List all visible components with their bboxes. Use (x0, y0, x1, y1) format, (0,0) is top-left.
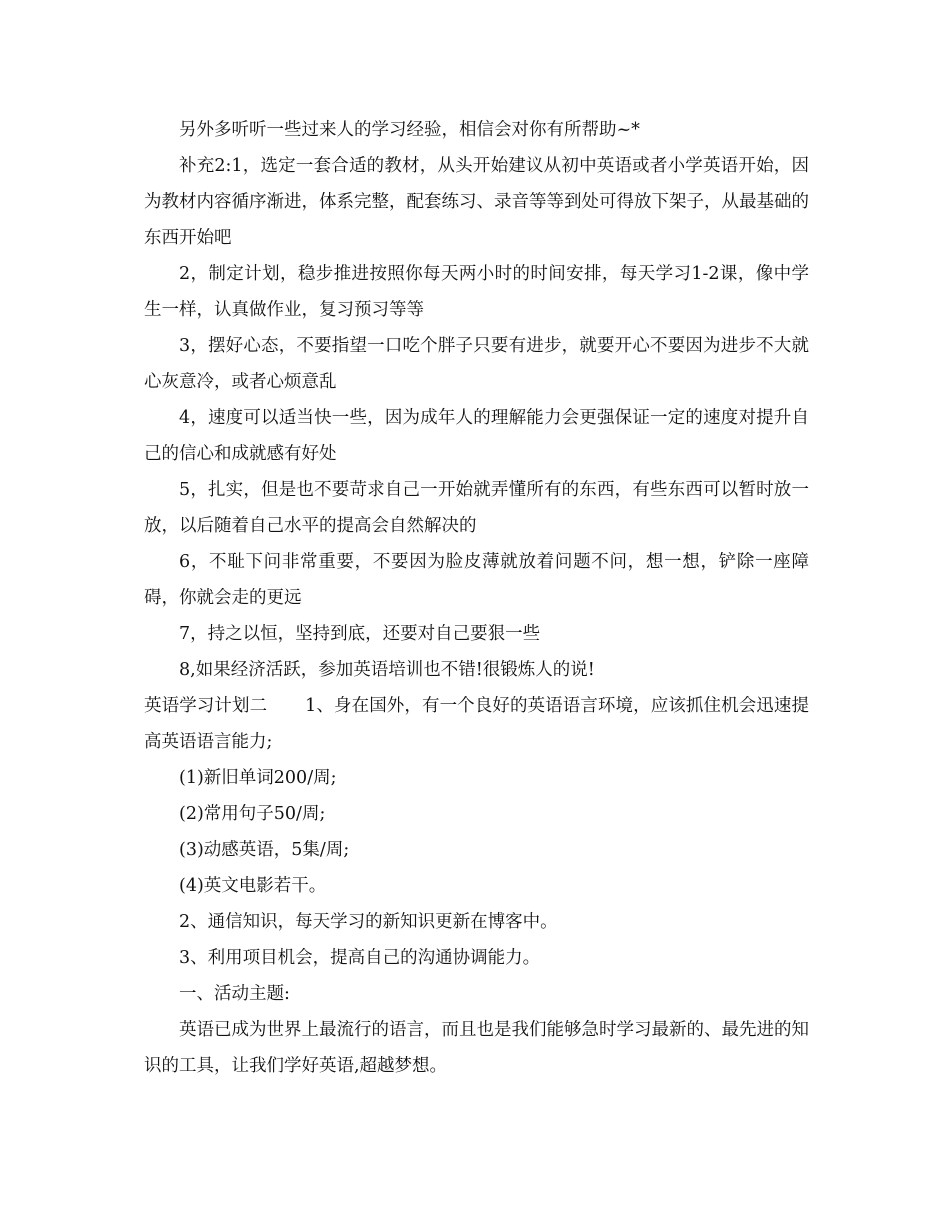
list-item-movies: (4)英文电影若干。 (179, 876, 327, 896)
paragraph-activity-theme: 英语已成为世界上最流行的语言，而且也是我们能够急时学习最新的、最先进的知识的工具，让我们学好英语,超越梦想。 (144, 1020, 809, 1076)
paragraph-training: 8,如果经济活跃，参加英语培训也不错!很锻炼人的说! (179, 660, 595, 680)
section-heading-activity-theme: 一、活动主题: (179, 984, 290, 1004)
plan-two-text: 1、身在国外，有一个良好的英语语言环境，应该抓住机会迅速提高英语语言能力; (144, 696, 809, 752)
paragraph-advice: 另外多听听一些过来人的学习经验，相信会对你有所帮助~* (179, 120, 640, 140)
list-item-project-opportunity: 3、利用项目机会，提高自己的沟通协调能力。 (179, 948, 541, 968)
document-body (144, 112, 809, 1084)
paragraph-persevere: 7，持之以恒，坚持到底，还要对自己要狠一些 (179, 624, 541, 644)
list-item-sentences: (2)常用句子50/周; (179, 804, 326, 824)
list-item-dynamic-english: (3)动感英语，5集/周; (179, 840, 350, 860)
plan-two-title: 英语学习计划二 (144, 696, 268, 716)
paragraph-supplement-textbook: 补充2:1，选定一套合适的教材，从头开始建议从初中英语或者小学英语开始，因为教材内容循序渐进，体系完整，配套练习、录音等等到处可得放下架子，从最基础的东西开始吧 (144, 156, 809, 248)
list-item-new-words: (1)新旧单词200/周; (179, 768, 337, 788)
plan-two-paragraph (144, 688, 809, 760)
paragraph-ask-questions: 6，不耻下问非常重要，不要因为脸皮薄就放着问题不问，想一想，铲除一座障碍，你就会走的更远 (144, 552, 809, 608)
paragraph-speed: 4，速度可以适当快一些，因为成年人的理解能力会更强保证一定的速度对提升自己的信心和成就感有好处 (144, 408, 809, 464)
paragraph-mindset: 3，摆好心态，不要指望一口吃个胖子只要有进步，就要开心不要因为进步不大就心灰意冷，或者心烦意乱 (144, 336, 809, 392)
paragraph-solid: 5，扎实，但是也不要苛求自己一开始就弄懂所有的东西，有些东西可以暂时放一放，以后随着自己水平的提高会自然解决的 (144, 480, 809, 536)
paragraph-make-plan: 2，制定计划，稳步推进按照你每天两小时的时间安排，每天学习1-2课，像中学生一样，认真做作业，复习预习等等 (144, 264, 809, 320)
list-item-communication-knowledge: 2、通信知识，每天学习的新知识更新在博客中。 (179, 912, 558, 932)
